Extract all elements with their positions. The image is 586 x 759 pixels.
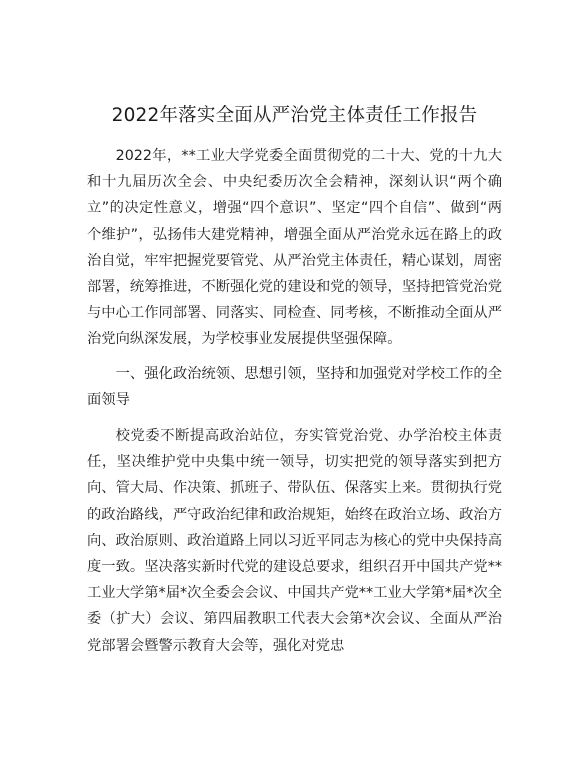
section-heading: 一、强化政治统领、思想引领，坚持和加强党对学校工作的全面领导: [87, 365, 502, 408]
section-paragraph: 校党委不断提高政治站位，夯实管党治党、办学治校主体责任，坚决维护党中央集中统一领导，切实把党的领导落实到把方向、管大局、作决策、抓班子、带队伍、保落实上来。贯彻执行党的政治路线，严守政治纪律和政治规矩，始终在政治立场、政治方向、政治原则、政治道路上同以习近平同志为核心的党中央保持高度一致。坚决落实新时代党的建设总要求，组织召开中国共产党**工业大学第*届*次全委会会议、中国共产党**工业大学第*届*次全委（扩大）会议、第四届教职工代表大会第*次会议、全面从严治党部署会暨警示教育大会等，强化对党忠: [87, 428, 502, 654]
document-title: 2022年落实全面从严治党主体责任工作报告: [111, 105, 478, 126]
intro-paragraph: 2022年，**工业大学党委全面贯彻党的二十大、党的十九大和十九届历次全会、中央纪委历次全会精神，深刻认识“两个确立”的决定性意义，增强“四个意识”、坚定“四个自信”、做到“两个维护”，弘扬伟大建党精神，增强全面从严治党永远在路上的政治自觉，牢牢把握党要管党、从严治党主体责任，精心谋划，周密部署，统筹推进，不断强化党的建设和党的领导，坚持把管党治党与中心工作同部署、同落实、同检查、同考核，不断推动全面从严治党向纵深发展，为学校事业发展提供坚强保障。: [87, 148, 502, 348]
document-body: [87, 143, 502, 659]
